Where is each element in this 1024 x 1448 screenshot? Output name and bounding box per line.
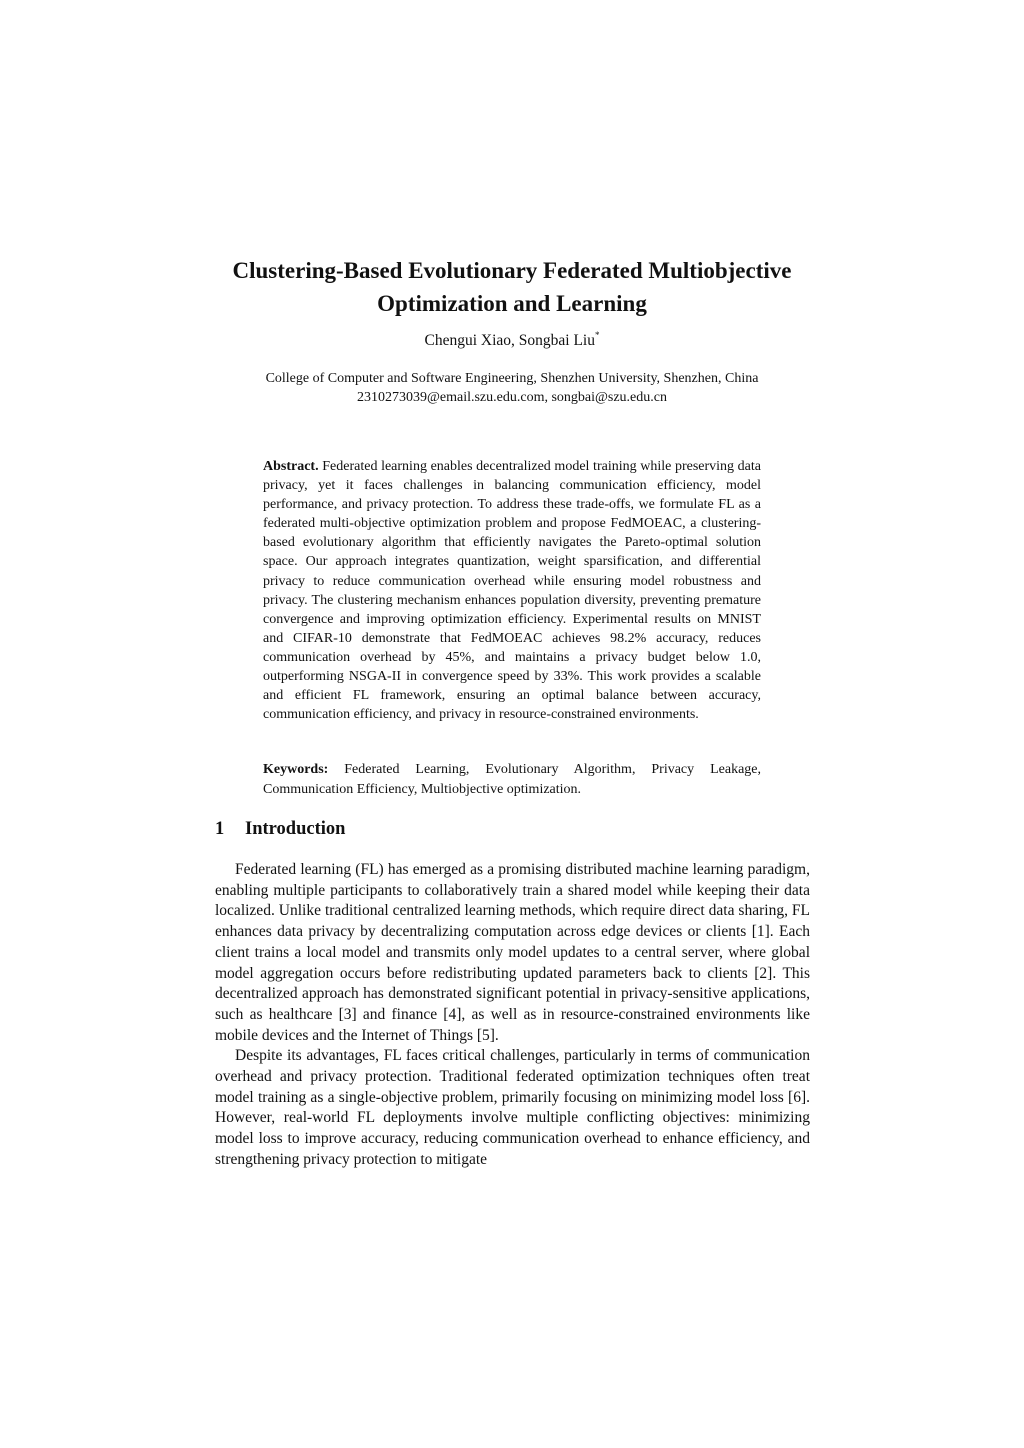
section-title: Introduction bbox=[245, 819, 346, 839]
keywords-text: Federated Learning, Evolutionary Algorithm, Privacy Leakage, Communication Efficiency, Multiobjective optimization. bbox=[263, 762, 761, 797]
author-names: Chengui Xiao, Songbai Liu bbox=[424, 332, 595, 349]
keywords-label: Keywords: bbox=[263, 762, 329, 777]
section-heading bbox=[215, 819, 345, 840]
paper-title bbox=[150, 254, 874, 320]
section-body bbox=[215, 860, 810, 1171]
section-number: 1 bbox=[215, 819, 225, 839]
body-paragraph-2: Despite its advantages, FL faces critical challenges, particularly in terms of communication overhead and privacy protection. Traditional federated optimization techniques often treat model training as a single-objective problem, primarily focusing on minimizing model loss [6]. However, real-world FL deployments involve multiple conflicting objectives: minimizing model loss to improve accuracy, reducing communication overhead to enhance efficiency, and strengthening privacy protection to mitigate bbox=[215, 1047, 810, 1168]
abstract bbox=[263, 457, 761, 724]
keywords bbox=[263, 760, 761, 799]
author-emails: 2310273039@email.szu.edu.com, songbai@szu.edu.cn bbox=[356, 390, 667, 405]
abstract-label: Abstract. bbox=[263, 459, 319, 474]
affiliation: College of Computer and Software Engineering, Shenzhen University, Shenzhen, China bbox=[265, 371, 759, 386]
abstract-text: Federated learning enables decentralized model training while preserving data privacy, yet it faces challenges in balancing communication efficiency, model performance, and privacy protection. To address these trade-offs, we formulate FL as a federated multi-objective optimization problem and propose FedMOEAC, a clustering-based evolutionary algorithm that efficiently navigates the Pareto-optimal solution space. Our approach integrates quantization, weight sparsification, and differential privacy to reduce communication overhead while ensuring model robustness and privacy. The clustering mechanism enhances population diversity, preventing premature convergence and improving optimization efficiency. Experimental results on MNIST and CIFAR-10 demonstrate that FedMOEAC achieves 98.2% accuracy, reduces communication overhead by 45%, and maintains a privacy budget below 1.0, outperforming NSGA-II in convergence speed by 33%. This work provides a scalable and efficient FL framework, ensuring an optimal balance between accuracy, communication efficiency, and privacy in resource-constrained environments. bbox=[263, 459, 761, 723]
title-line-1: Clustering-Based Evolutionary Federated Multiobjective bbox=[232, 258, 792, 283]
title-line-2: Optimization and Learning bbox=[377, 291, 647, 316]
affiliation-block bbox=[150, 369, 874, 407]
body-paragraph-1: Federated learning (FL) has emerged as a promising distributed machine learning paradigm, enabling multiple participants to collaboratively train a shared model while keeping their data localized. Unlike traditional centralized learning methods, which require direct data sharing, FL enhances data privacy by decentralizing computation across edge devices or clients [1]. Each client trains a local model and transmits only model updates to a central server, where global model aggregation occurs before redistributing updated parameters back to clients [2]. This decentralized approach has demonstrated significant potential in privacy-sensitive applications, such as healthcare [3] and finance [4], as well as in resource-constrained environments like mobile devices and the Internet of Things [5]. bbox=[215, 861, 810, 1044]
author-list bbox=[150, 330, 874, 350]
corresponding-author-mark: * bbox=[595, 330, 600, 340]
